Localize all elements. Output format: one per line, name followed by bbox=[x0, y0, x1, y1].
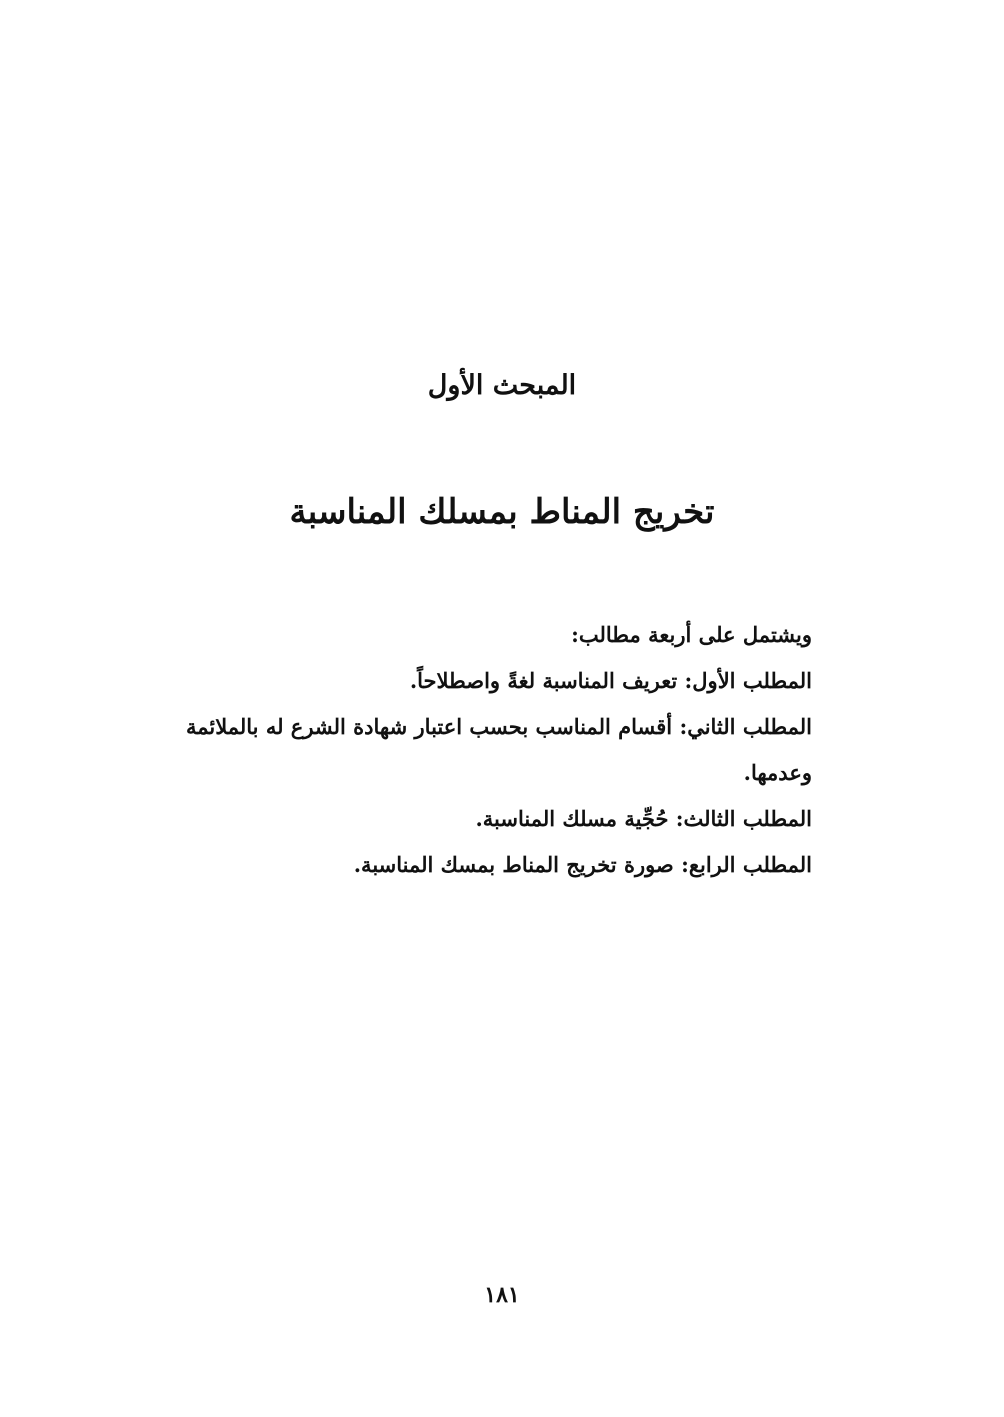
section-label: المبحث الأول bbox=[427, 370, 577, 401]
subsection-text: صورة تخريج المناط بمسك المناسبة. bbox=[353, 852, 674, 877]
subsection-item-3 bbox=[132, 796, 812, 842]
subsection-list bbox=[132, 658, 812, 888]
intro-line: ويشتمل على أربعة مطالب: bbox=[571, 622, 812, 647]
contents-block bbox=[132, 612, 812, 888]
subsection-item-4 bbox=[132, 842, 812, 888]
chapter-title: تخريج المناط بمسلك المناسبة bbox=[289, 492, 715, 532]
subsection-label: المطلب الأول: bbox=[684, 668, 812, 693]
subsection-item-1 bbox=[132, 658, 812, 704]
subsection-label: المطلب الثاني: bbox=[679, 714, 812, 739]
subsection-label: المطلب الرابع: bbox=[681, 852, 812, 877]
subsection-text: أقسام المناسب بحسب اعتبار شهادة الشرع له بالملائمة وعدمها. bbox=[185, 714, 812, 785]
page-number: ١٨١ bbox=[484, 1282, 520, 1308]
subsection-item-2 bbox=[132, 704, 812, 796]
subsection-label: المطلب الثالث: bbox=[675, 806, 812, 831]
subsection-text: تعريف المناسبة لغةً واصطلاحاً. bbox=[409, 668, 678, 693]
subsection-text: حُجِّية مسلك المناسبة. bbox=[475, 806, 669, 831]
